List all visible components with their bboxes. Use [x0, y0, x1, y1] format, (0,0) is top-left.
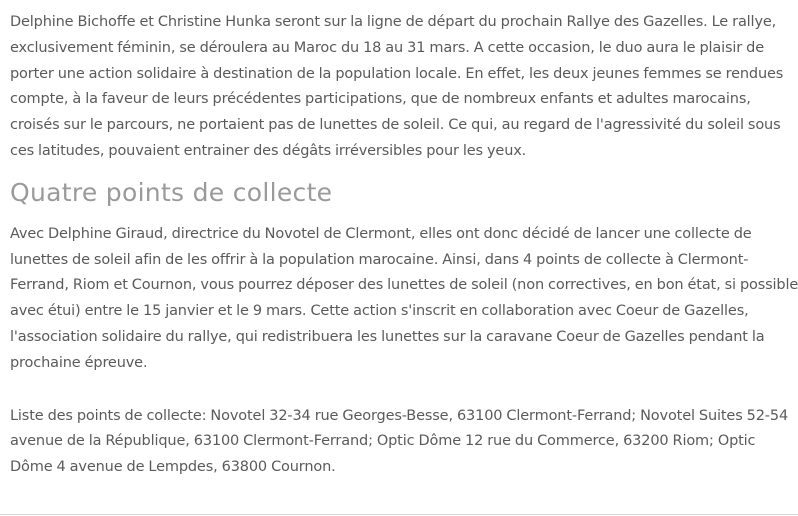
intro-paragraph: Delphine Bichoffe et Christine Hunka seront sur la ligne de départ du prochain Rallye des Gazelles. Le rallye, exclusivement féminin, se déroulera au Maroc du 18 au 31 mars. A cette occasion, le duo aura le plaisir de porter une action solidaire à destination de la population locale. En effet, les deux jeunes femmes se rendues compte, à la faveur de leurs précédentes participations, que de nombreux enfants et adultes marocains, croisés sur le parcours, ne portaient pas de lunettes de soleil. Ce qui, au regard de l'agressivité du soleil sous ces latitudes, pouvaient entrainer des dégâts irréversibles pour les yeux. — [10, 14, 784, 159]
bottom-divider — [0, 514, 798, 515]
section-heading: Quatre points de collecte — [10, 177, 333, 207]
article-body — [10, 10, 798, 481]
collection-points-paragraph: Liste des points de collecte: Novotel 32-34 rue Georges-Besse, 63100 Clermont-Ferrand; Novotel Suites 52-54 avenue de la République, 63100 Clermont-Ferrand; Optic Dôme 12 rue du Commerce, 63200 Riom; Optic Dôme 4 avenue de Lempdes, 63800 Cournon. — [10, 407, 789, 476]
collect-paragraph: Avec Delphine Giraud, directrice du Novotel de Clermont, elles ont donc décidé de lancer une collecte de lunettes de soleil afin de les offrir à la population marocaine. Ainsi, dans 4 points de collecte à Clermont-Ferrand, Riom et Cournon, vous pourrez déposer des lunettes de soleil (non correctives, en bon état, si possible avec étui) entre le 15 janvier et le 9 mars. Cette action s'inscrit en collaboration avec Coeur de Gazelles, l'association solidaire du rallye, qui redistribuera les lunettes sur la caravane Coeur de Gazelles pendant la prochaine épreuve. — [10, 225, 798, 371]
